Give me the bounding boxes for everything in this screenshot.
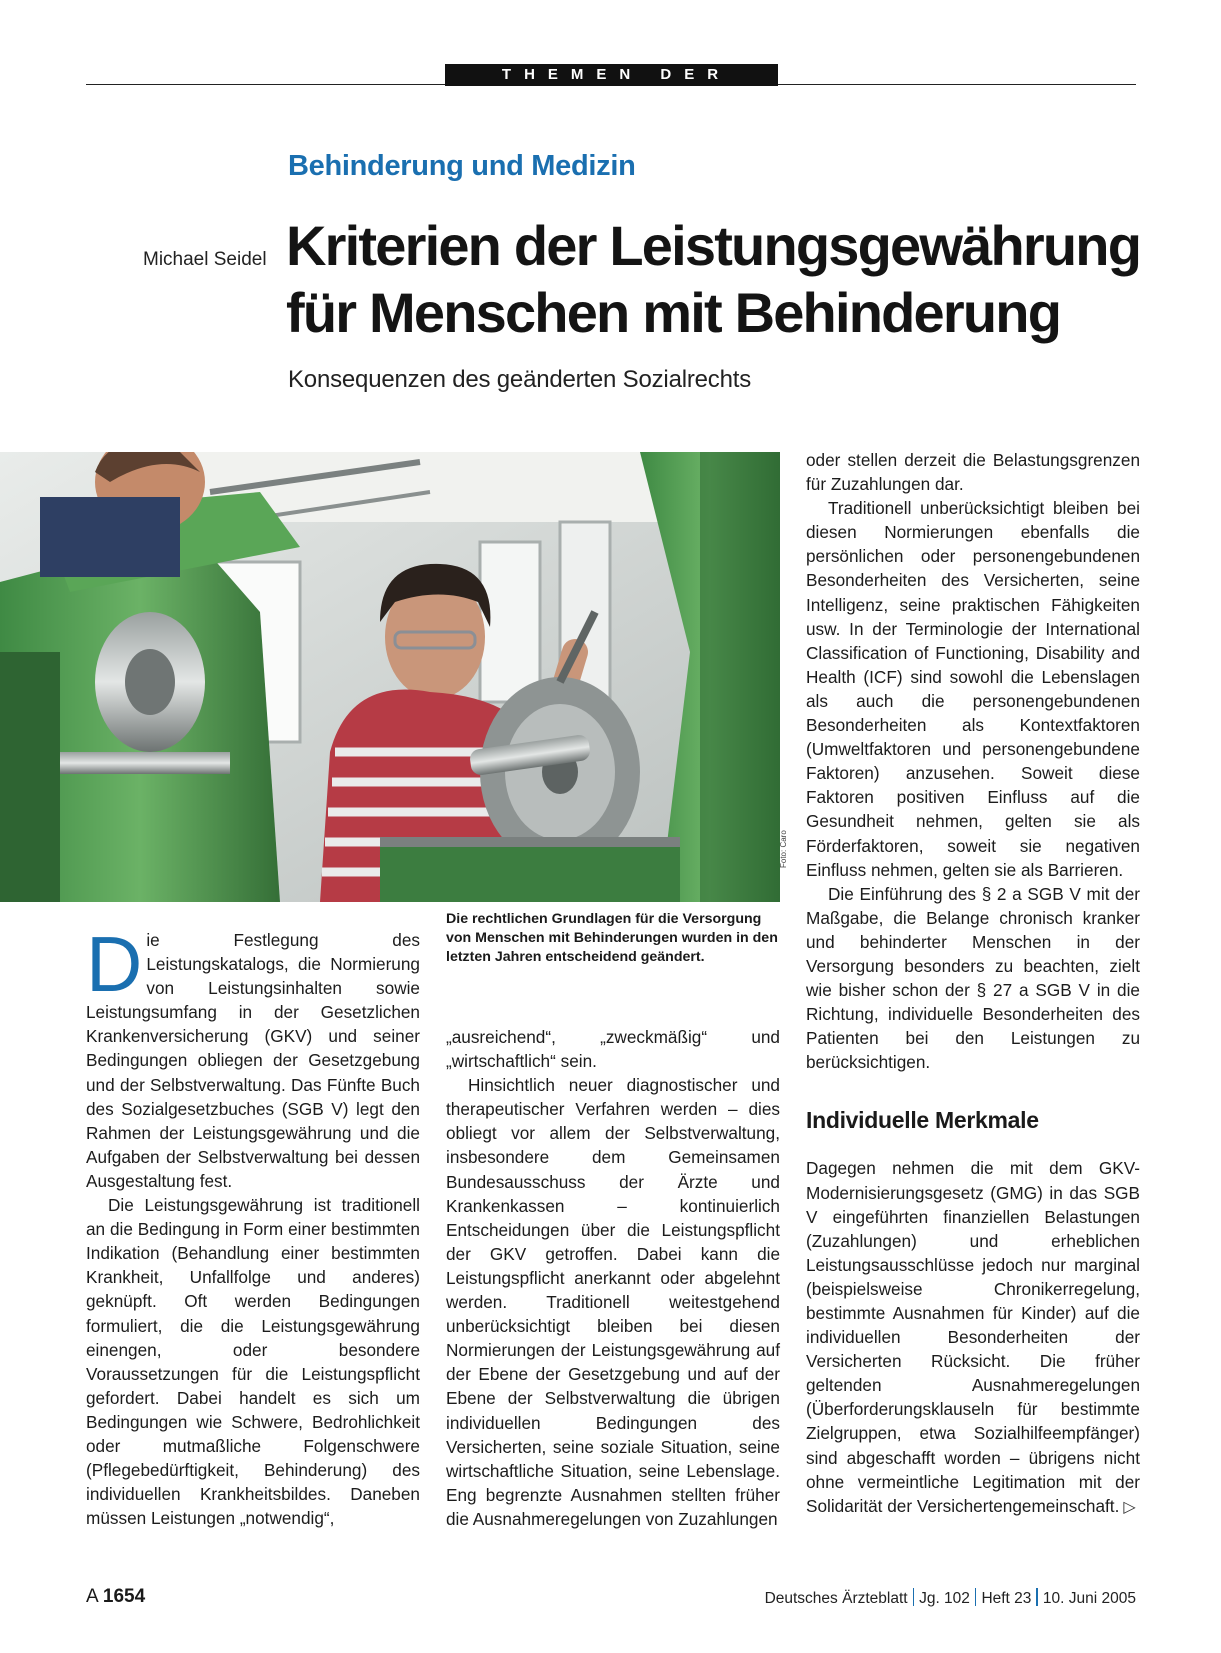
title-line-2: für Menschen mit Behinderung	[286, 281, 1061, 344]
paragraph: Die Einführung des § 2 a SGB V mit der Maßgabe, die Belange chronisch kranker und behinderter Menschen in der Versorgung besonders zu beachten, zielt wie bisher schon der § 27 a SGB V in die Richtung, individuelle Besonderheiten des Patienten bei den Leistungen zu berücksichtigen.	[806, 883, 1140, 1073]
paragraph: „ausreichend“, „zweckmäßig“ und „wirtschaftlich“ sein.	[446, 1027, 780, 1072]
paragraph: Die Leistungsgewährung ist traditionell an die Bedingung in Form einer bestimmten Indikation (Behandlung einer bestimmten Krankheit, Unfallfolge und anderes) geknüpft. Oft werden Bedingungen formuliert, die die Leistungsgewährung einengen, oder besondere Voraussetzungen für die Leistungspflicht gefordert. Dabei handelt es sich um Bedingungen wie Schwere, Bedrohlichkeit oder mutmaßliche Folgenschwere (Pflegebedürftigkeit, Behinderung) des individuellen Krankheitsbildes. Daneben müssen Leistungen „notwendig“,	[86, 1195, 420, 1529]
drop-cap: D	[86, 920, 143, 1008]
journal-name: Deutsches Ärzteblatt	[764, 1590, 908, 1607]
article-title	[286, 212, 1166, 346]
journal-issue: Heft 23	[981, 1590, 1032, 1607]
article-photo	[0, 452, 780, 902]
journal-volume: Jg. 102	[919, 1590, 970, 1607]
continue-arrow-icon: ▷	[1123, 1498, 1136, 1516]
paragraph: Traditionell unberücksichtigt bleiben bei diesen Normierungen ebenfalls die persönlichen oder personengebundenen Besonderheiten des Versicherten, seine Intelligenz, seine praktischen Fähigkeiten usw. In der Terminologie der International Classification of Functioning, Disability and Health (ICF) sind sowohl die Lebenslagen als auch die personengebundenen Besonderheiten als Kontextfaktoren (Umweltfaktoren und personengebundene Faktoren) anzusehen. Soweit diese Faktoren positiven Einfluss auf die Gesundheit nehmen, gelten sie als Förderfaktoren, soweit sie negativen Einfluss nehmen, gelten sie als Barrieren.	[806, 498, 1140, 880]
paragraph: Hinsichtlich neuer diagnostischer und therapeutischer Verfahren werden – dies obliegt vor allem der Selbstverwaltung, insbesondere dem Gemeinsamen Bundesausschuss der Ärzte und Krankenkassen – kontinuierlich Entscheidungen über die Leistungspflicht der GKV getroffen. Dabei kann die Leistungspflicht anerkannt oder abgelehnt werden. Traditionell weitestgehend unberücksichtigt bleiben bei diesen Normierungen der Leistungsgewährung auf der Ebene der Gesetzgebung und auf der Ebene der Selbstverwaltung die übrigen individuellen Bedingungen des Versicherten, seine soziale Situation, seine wirtschaftliche Situation, seine Lebenslage. Eng begrenzte Ausnahmen stellten früher die Ausnahmeregelungen von Zuzahlungen	[446, 1075, 780, 1529]
article-subtitle: Konsequenzen des geänderten Sozialrechts	[288, 366, 752, 393]
body-column-1	[86, 920, 420, 1530]
paragraph: oder stellen derzeit die Belastungsgrenzen für Zuzahlungen dar.	[806, 450, 1140, 495]
kicker: Behinderung und Medizin	[288, 150, 636, 182]
paragraph-text: Dagegen nehmen die mit dem GKV-Modernisierungsgesetz (GMG) in das SGB V eingeführten finanziellen Belastungen (Zuzahlungen) und erheblichen Leistungsausschlüsse jedoch nur marginal (beispielsweise Chronikerregelung, bestimmte Ausnahmen für Kinder) auf die individuellen Besonderheiten der Versicherten Rücksicht. Die früher geltenden Ausnahmeregelungen (Überforderungsklauseln für bestimmte Zielgruppen, etwa Sozialhilfeempfänger) sind abgeschafft worden – übrigens nicht ohne vermeintliche Legitimation mit der Solidarität der Versichertengemeinschaft.	[806, 1158, 1140, 1516]
paragraph-text: ie Festlegung des Leistungskatalogs, die Normierung von Leistungsinhalten sowie Leistungsumfang in der Gesetzlichen Krankenversicherung (GKV) und seiner Bedingungen obliegen der Gesetzgebung und der Selbstverwaltung. Das Fünfte Buch des Sozialgesetzbuches (SGB V) legt den Rahmen der Leistungsgewährung und die Aufgaben der Selbstverwaltung bei dessen Ausgestaltung fest.	[86, 930, 420, 1191]
separator	[975, 1588, 977, 1606]
section-heading: Individuelle Merkmale	[806, 1107, 1039, 1134]
workshop-lathe-photo	[0, 452, 780, 902]
journal-date: 10. Juni 2005	[1042, 1590, 1136, 1607]
page-number-value: 1654	[102, 1586, 146, 1607]
separator	[913, 1588, 915, 1606]
photo-caption: Die rechtlichen Grundlagen für die Versorgung von Menschen mit Behinderungen wurden in den letzten Jahren entscheidend geändert.	[446, 911, 778, 965]
section-banner: THEMEN DER ZEIT	[445, 64, 778, 86]
paragraph	[86, 920, 420, 1193]
body-column-3	[806, 448, 1140, 1520]
journal-info	[765, 1588, 1136, 1608]
page-prefix: A	[86, 1586, 98, 1607]
body-column-2	[446, 1025, 780, 1531]
photo-credit: Foto: Caro	[779, 830, 788, 868]
separator	[1036, 1588, 1038, 1606]
author-name: Michael Seidel	[143, 249, 267, 270]
page-number	[86, 1586, 145, 1608]
title-line-1: Kriterien der Leistungsgewährung	[286, 214, 1141, 277]
paragraph	[806, 1156, 1140, 1519]
